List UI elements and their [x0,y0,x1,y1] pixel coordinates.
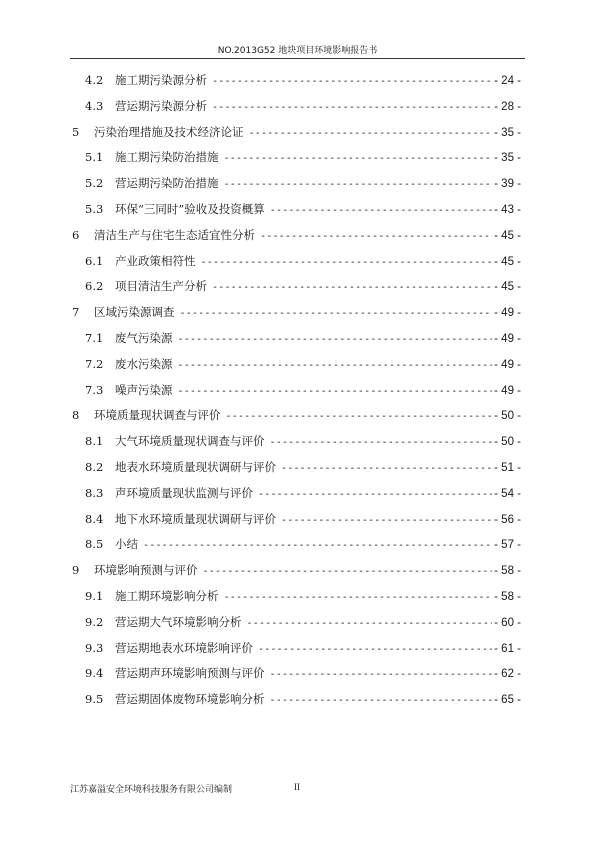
toc-entry-page: - 35 - [494,152,521,165]
toc-entry[interactable] [85,433,521,449]
toc-entry-number: 7.2 [85,356,104,371]
toc-dot-leader [226,411,493,422]
header-divider [70,58,525,59]
footer-page-number: II [294,782,300,792]
toc-entry[interactable] [85,511,521,527]
toc-entry[interactable] [72,124,521,140]
toc-dot-leader [270,205,492,216]
toc-entry-number: 4.2 [85,73,104,87]
toc-entry-page: - 65 - [494,694,521,707]
toc-entry-number: 8.2 [85,460,104,474]
toc-entry-title: 营运期固体废物环境影响分析 [115,692,265,707]
toc-entry-title: 营运期地表水环境影响评价 [115,640,253,655]
toc-entry[interactable] [85,691,521,707]
page-header: NO.2013G52 地块项目环境影响报告书 [217,46,378,56]
toc-entry-title: 区域污染源调查 [94,305,175,320]
toc-entry[interactable] [72,227,521,243]
toc-entry-number: 9.5 [85,692,104,707]
toc-entry[interactable] [85,614,521,630]
toc-entry-title: 地表水环境质量现状调研与评价 [115,460,276,474]
toc-dot-leader [224,179,493,190]
toc-entry-number: 6.1 [85,253,104,268]
toc-entry-title: 施工期污染源分析 [115,73,207,87]
toc-entry[interactable] [72,407,521,423]
toc-entry-title: 噪声污染源 [115,382,173,397]
toc-dot-leader [143,540,492,551]
toc-dot-leader [258,644,492,655]
toc-entry-title: 营运期污染防治措施 [115,176,219,191]
toc-entry-page: - 49 - [494,307,521,320]
toc-entry-number: 5.1 [85,150,104,165]
toc-dot-leader [247,618,493,629]
toc-entry[interactable] [85,253,521,269]
toc-entry-number: 9.3 [85,640,104,655]
toc-entry[interactable] [85,382,521,398]
toc-entry-number: 8.5 [85,537,104,552]
footer-company: 江苏嘉溢安全环境科技服务有限公司编制 [70,785,233,795]
toc-entry[interactable] [85,665,521,681]
toc-entry[interactable] [85,72,521,88]
toc-entry[interactable] [72,562,521,578]
toc-entry-page: - 62 - [494,668,521,681]
toc-entry-number: 8.1 [85,434,104,449]
toc-entry[interactable] [85,640,521,656]
toc-dot-leader [249,128,493,139]
toc-dot-leader [180,308,493,319]
toc-entry-page: - 60 - [494,616,521,629]
toc-entry-number: 5.3 [85,202,104,216]
toc-entry-title: 营运期大气环境影响分析 [115,614,242,629]
toc-entry-number: 9.4 [85,666,104,681]
toc-entry-page: - 39 - [494,178,521,191]
toc-entry-number: 7.1 [85,331,104,345]
toc-entry-title: 环境影响预测与评价 [94,563,198,578]
toc-entry-number: 6 [72,227,80,242]
toc-entry-number: 7 [72,305,80,320]
toc-entry-number: 9.2 [85,614,104,629]
toc-entry[interactable] [85,536,521,552]
toc-dot-leader [212,282,492,293]
toc-entry[interactable] [85,98,521,114]
toc-dot-leader [178,360,493,371]
toc-entry-number: 8 [72,408,80,423]
toc-entry-title: 废气污染源 [115,331,173,345]
toc-entry-page: - 45 - [494,255,521,268]
toc-entry-number: 5 [72,124,80,139]
toc-entry-page: - 61 - [494,642,521,655]
toc-entry-title: 清洁生产与住宅生态适宜性分析 [94,227,255,242]
toc-dot-leader [281,463,492,474]
toc-dot-leader [201,257,493,268]
toc-entry[interactable] [85,330,521,346]
toc-entry-title: 小结 [115,537,138,552]
toc-entry[interactable] [85,201,521,217]
toc-entry[interactable] [85,588,521,604]
toc-entry-title: 污染治理措施及技术经济论证 [94,124,244,139]
toc-entry[interactable] [85,356,521,372]
toc-entry-page: - 58 - [494,591,521,603]
toc-entry-page: - 45 - [494,281,521,294]
toc-dot-leader [270,669,493,680]
toc-entry-number: 9 [72,563,80,578]
toc-entry-page: - 24 - [494,75,521,87]
toc-entry-page: - 28 - [494,100,521,113]
toc-entry-title: 大气环境质量现状调查与评价 [115,434,265,449]
toc-entry[interactable] [85,485,521,501]
toc-entry-page: - 49 - [494,384,521,397]
toc-dot-leader [178,386,493,397]
toc-entry[interactable] [85,175,521,191]
toc-entry-page: - 49 - [494,333,521,345]
toc-entry-number: 5.2 [85,176,104,191]
toc-entry-page: - 35 - [494,126,521,139]
toc-entry[interactable] [85,459,521,475]
toc-entry[interactable] [85,278,521,294]
toc-dot-leader [270,437,493,448]
toc-entry-page: - 45 - [494,229,521,242]
toc-dot-leader [203,566,493,577]
toc-entry[interactable] [72,304,521,320]
toc-entry-title: 营运期污染源分析 [115,98,207,113]
toc-entry-number: 8.4 [85,511,104,526]
toc-entry-page: - 49 - [494,358,521,371]
toc-dot-leader [270,695,493,706]
toc-entry-page: - 50 - [494,410,521,423]
toc-entry-page: - 58 - [494,565,521,578]
toc-dot-leader [212,102,492,113]
toc-entry-title: 废水污染源 [115,356,173,371]
toc-entry-title: 环保“三同时”验收及投资概算 [115,202,265,216]
toc-entry-page: - 50 - [494,436,521,449]
toc-entry-page: - 56 - [494,513,521,526]
toc-entry[interactable] [85,149,521,165]
toc-dot-leader [224,592,493,603]
toc-entry-title: 地下水环境质量现状调研与评价 [115,511,276,526]
toc-dot-leader [281,515,492,526]
toc-entry-title: 项目清洁生产分析 [115,279,207,294]
toc-entry-number: 9.1 [85,589,104,603]
toc-entry-title: 产业政策相符性 [115,253,196,268]
toc-entry-page: - 51 - [494,462,521,474]
toc-entry-page: - 43 - [494,204,521,216]
toc-entry-page: - 57 - [494,539,521,552]
toc-entry-title: 施工期环境影响分析 [115,589,219,603]
toc-dot-leader [224,153,493,164]
toc-entry-number: 8.3 [85,485,104,500]
toc-dot-leader [212,76,492,87]
toc-entry-page: - 54 - [494,487,521,500]
toc-entry-title: 环境质量现状调查与评价 [94,408,221,423]
toc-dot-leader [178,334,493,345]
toc-entry-title: 声环境质量现状监测与评价 [115,485,253,500]
toc-entry-number: 4.3 [85,98,104,113]
toc-dot-leader [258,489,492,500]
toc-dot-leader [260,231,492,242]
toc-entry-title: 营运期声环境影响预测与评价 [115,666,265,681]
toc-entry-number: 7.3 [85,382,104,397]
toc-entry-number: 6.2 [85,279,104,294]
toc-entry-title: 施工期污染防治措施 [115,150,219,165]
